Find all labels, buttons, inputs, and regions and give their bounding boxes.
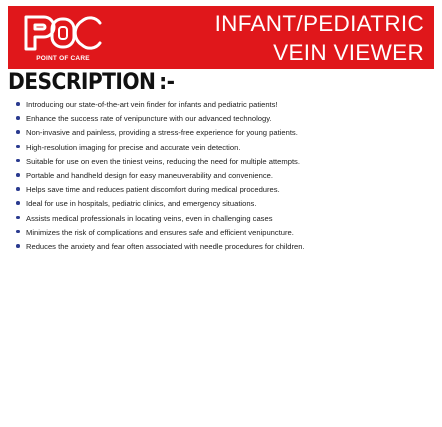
list-item-text: Helps save time and reduces patient discomfort during medical procedures. [26, 185, 280, 195]
list-item [16, 157, 436, 166]
list-item-text: Assists medical professionals in locating veins, even in challenging cases [26, 213, 273, 223]
bullet-icon [16, 187, 20, 191]
poc-logo-mark [22, 11, 104, 57]
list-item-text: Minimizes the risk of complications and ensures safe and efficient venipuncture. [26, 227, 294, 237]
list-item [16, 100, 436, 109]
product-title-line1: INFANT/PEDIATRIC [214, 11, 424, 36]
list-item-text: Ideal for use in hospitals, pediatric clinics, and emergency situations. [26, 199, 257, 209]
bullet-icon [16, 102, 20, 106]
list-item [16, 185, 436, 194]
bullet-icon [16, 173, 20, 177]
bullet-icon [16, 116, 20, 120]
list-item [16, 128, 436, 137]
description-list [16, 100, 436, 256]
list-item [16, 114, 436, 123]
list-item-text: Enhance the success rate of venipuncture with our advanced technology. [26, 114, 272, 124]
description-title: DESCRIPTION [8, 70, 156, 95]
description-heading [8, 70, 175, 95]
list-item [16, 199, 436, 208]
list-item [16, 242, 436, 251]
logo-tagline: POINT OF CARE [36, 55, 90, 62]
list-item-text: Portable and handheld design for easy maneuverability and convenience. [26, 171, 273, 181]
description-suffix: :- [159, 70, 175, 95]
bullet-icon [16, 201, 20, 205]
list-item-text: Introducing our state-of-the-art vein finder for infants and pediatric patients! [26, 100, 278, 109]
list-item [16, 171, 436, 180]
header-banner [8, 6, 434, 69]
list-item [16, 214, 436, 223]
bullet-icon [16, 145, 20, 149]
bullet-icon [16, 130, 20, 134]
list-item-text: Non-invasive and painless, providing a stress-free experience for young patients. [26, 128, 298, 138]
list-item-text: Suitable for use on even the tiniest veins, reducing the need for multiple attempts. [26, 156, 300, 166]
bullet-icon [16, 159, 20, 163]
list-item-text: Reduces the anxiety and fear often associated with needle procedures for children. [26, 242, 305, 252]
poc-logo [22, 11, 104, 65]
bullet-icon [16, 244, 20, 248]
list-item [16, 228, 436, 237]
bullet-icon [16, 216, 20, 220]
bullet-icon [16, 230, 20, 234]
list-item [16, 143, 436, 152]
list-item-text: High-resolution imaging for precise and accurate vein detection. [26, 142, 241, 152]
product-title-line2: VEIN VIEWER [273, 40, 424, 65]
